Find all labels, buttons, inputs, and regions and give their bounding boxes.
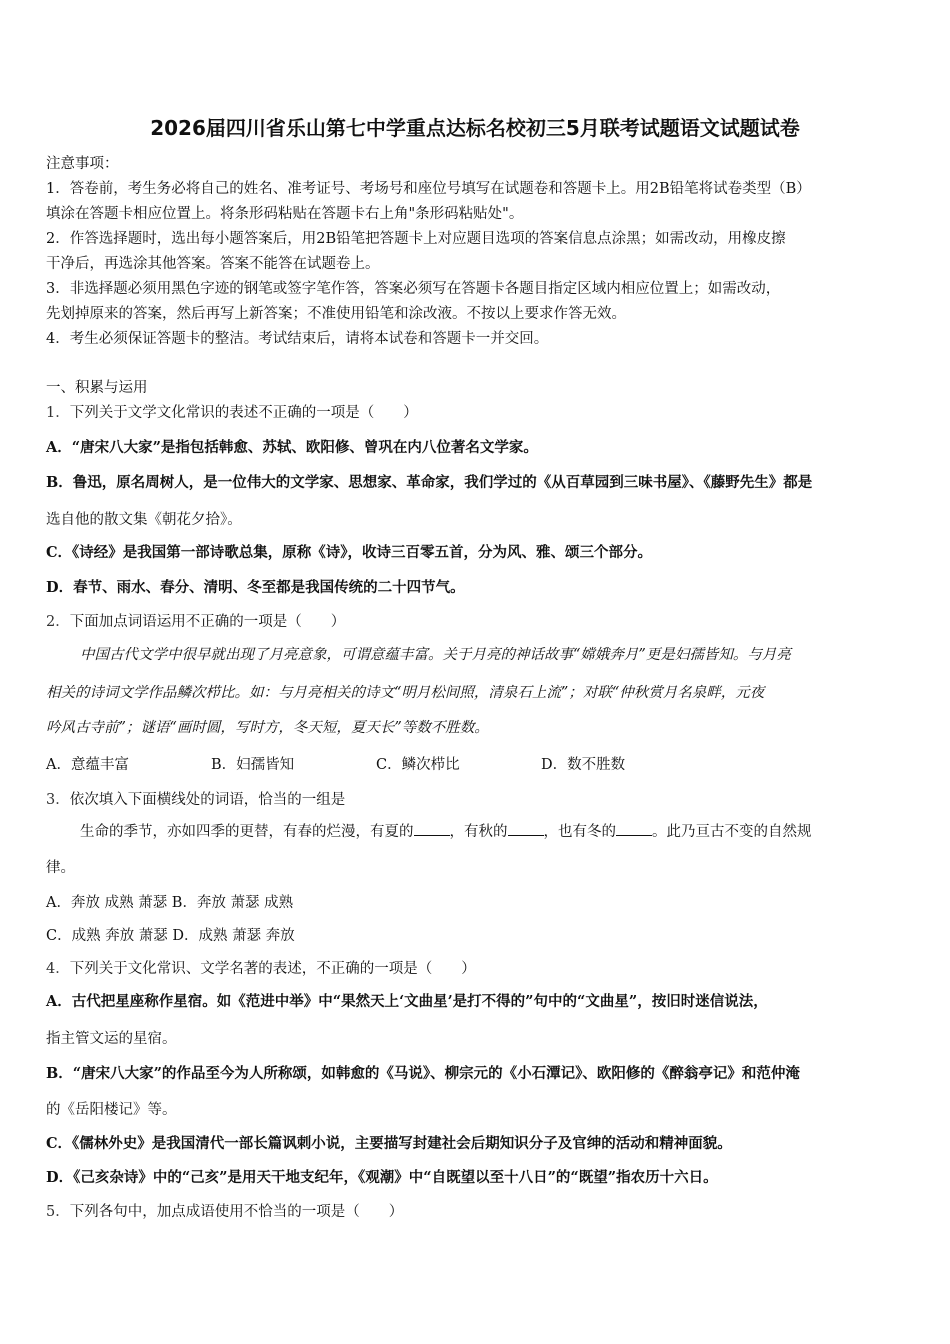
q2-options [46,753,916,774]
notice-line: 3．非选择题必须用黑色字迹的钢笔或签字笔作答，答案必须写在答题卡各题目指定区域内相应位置上；如需改动， [46,281,781,297]
q2-passage-line: 吟风古寺前”；谜语“画时圆，写时方，冬天短，夏天长”等数不胜数。 [46,720,489,736]
section-heading: 一、积累与运用 [46,380,148,396]
notice-line: 填涂在答题卡相应位置上。将条形码粘贴在答题卡右上角"条形码粘贴处"。 [46,206,524,222]
passage-text: 。此乃亘古不变的自然规 [652,824,812,840]
passage-text: 生命的季节，亦如四季的更替，有春的烂漫，有夏的 [80,824,414,840]
fill-blank [508,823,544,836]
question-text: 下列关于文学文化常识的表述不正确的一项是（ ） [69,405,418,421]
notice-line: 1．答卷前，考生务必将自己的姓名、准考证号、考场号和座位号填写在试题卷和答题卡上。用2B铅笔将试卷类型（B） [46,181,811,197]
q2-passage-line: 相关的诗词文学作品鳞次栉比。如：与月亮相关的诗文“明月松间照，清泉石上流”；对联“仲秋赏月名泉畔，元夜 [46,685,765,701]
fill-blank [414,823,450,836]
question-number: 5． [46,1204,70,1220]
q4-option-b-cont: 的《岳阳楼记》等。 [46,1102,177,1118]
q2-option-b: B．妇孺皆知 [211,757,295,773]
q2-option-a: A．意蕴丰富 [46,757,129,773]
q1-option-d: D．春节、雨水、春分、清明、冬至都是我国传统的二十四节气。 [46,579,465,596]
fill-blank [616,823,652,836]
question-text: 下列各句中，加点成语使用不恰当的一项是（ ） [69,1204,404,1220]
q4-option-a-cont: 指主管文运的星宿。 [46,1031,177,1047]
q1-option-b: B．鲁迅，原名周树人，是一位伟大的文学家、思想家、革命家，我们学过的《从百草园到三味书屋》、《藤野先生》都是 [46,474,813,491]
q2-option-d: D．数不胜数 [541,757,626,773]
q1-option-c: C．《诗经》是我国第一部诗歌总集，原称《诗》，收诗三百零五首，分为风、雅、颂三个部分。 [46,544,653,561]
notice-line: 先划掉原来的答案，然后再写上新答案；不准使用铅笔和涂改液。不按以上要求作答无效。 [46,306,626,322]
q1-option-b-cont: 选自他的散文集《朝花夕拾》。 [46,512,242,528]
q4-option-a: A．古代把星座称作星宿。如《范进中举》中“果然天上‘文曲星’是打不得的”句中的“文曲星”，按旧时迷信说法， [46,993,768,1010]
question-4-stem [46,957,916,978]
q3-passage-line [80,820,950,841]
question-number: 1． [46,405,70,421]
question-5-stem [46,1200,916,1221]
question-number: 4． [46,961,70,977]
q3-options-ab: A．奔放 成熟 萧瑟 B．奔放 萧瑟 成熟 [46,895,294,911]
passage-text: ，也有冬的 [543,824,616,840]
question-text: 下列关于文化常识、文学名著的表述，不正确的一项是（ ） [69,961,476,977]
question-text: 下面加点词语运用不正确的一项是（ ） [69,614,346,630]
question-number: 2． [46,614,70,630]
q3-options-cd: C．成熟 奔放 萧瑟 D．成熟 萧瑟 奔放 [46,928,295,944]
question-3-stem [46,788,916,809]
page-title: 2026届四川省乐山第七中学重点达标名校初三5月联考试题语文试题试卷 [150,116,800,140]
q2-passage-line: 中国古代文学中很早就出现了月亮意象，可谓意蕴丰富。关于月亮的神话故事“嫦娥奔月”更是妇孺皆知。与月亮 [80,647,791,663]
question-number: 3． [46,792,70,808]
q3-passage-line: 律。 [46,860,75,876]
question-2-stem [46,610,916,631]
passage-text: ，有秋的 [449,824,508,840]
q4-option-d: D．《己亥杂诗》中的“己亥”是用天干地支纪年，《观潮》中“自既望以至十八日”的“既望”指农历十六日。 [46,1169,718,1186]
notice-line: 4．考生必须保证答题卡的整洁。考试结束后，请将本试卷和答题卡一并交回。 [46,331,549,347]
notice-line: 干净后，再选涂其他答案。答案不能答在试题卷上。 [46,256,380,272]
q1-option-a: A．“唐宋八大家”是指包括韩愈、苏轼、欧阳修、曾巩在内八位著名文学家。 [46,439,538,456]
q4-option-c: C．《儒林外史》是我国清代一部长篇讽刺小说，主要描写封建社会后期知识分子及官绅的活动和精神面貌。 [46,1135,732,1152]
notice-line: 2．作答选择题时，选出每小题答案后，用2B铅笔把答题卡上对应题目选项的答案信息点涂黑；如需改动，用橡皮擦 [46,231,786,247]
q4-option-b: B．“唐宋八大家”的作品至今为人所称颂，如韩愈的《马说》、柳宗元的《小石潭记》、欧阳修的《醉翁亭记》和范仲淹 [46,1065,800,1082]
question-text: 依次填入下面横线处的词语，恰当的一组是 [69,792,346,808]
q2-option-c: C．鳞次栉比 [376,757,460,773]
notice-heading: 注意事项： [46,156,119,172]
question-1-stem [46,401,916,422]
